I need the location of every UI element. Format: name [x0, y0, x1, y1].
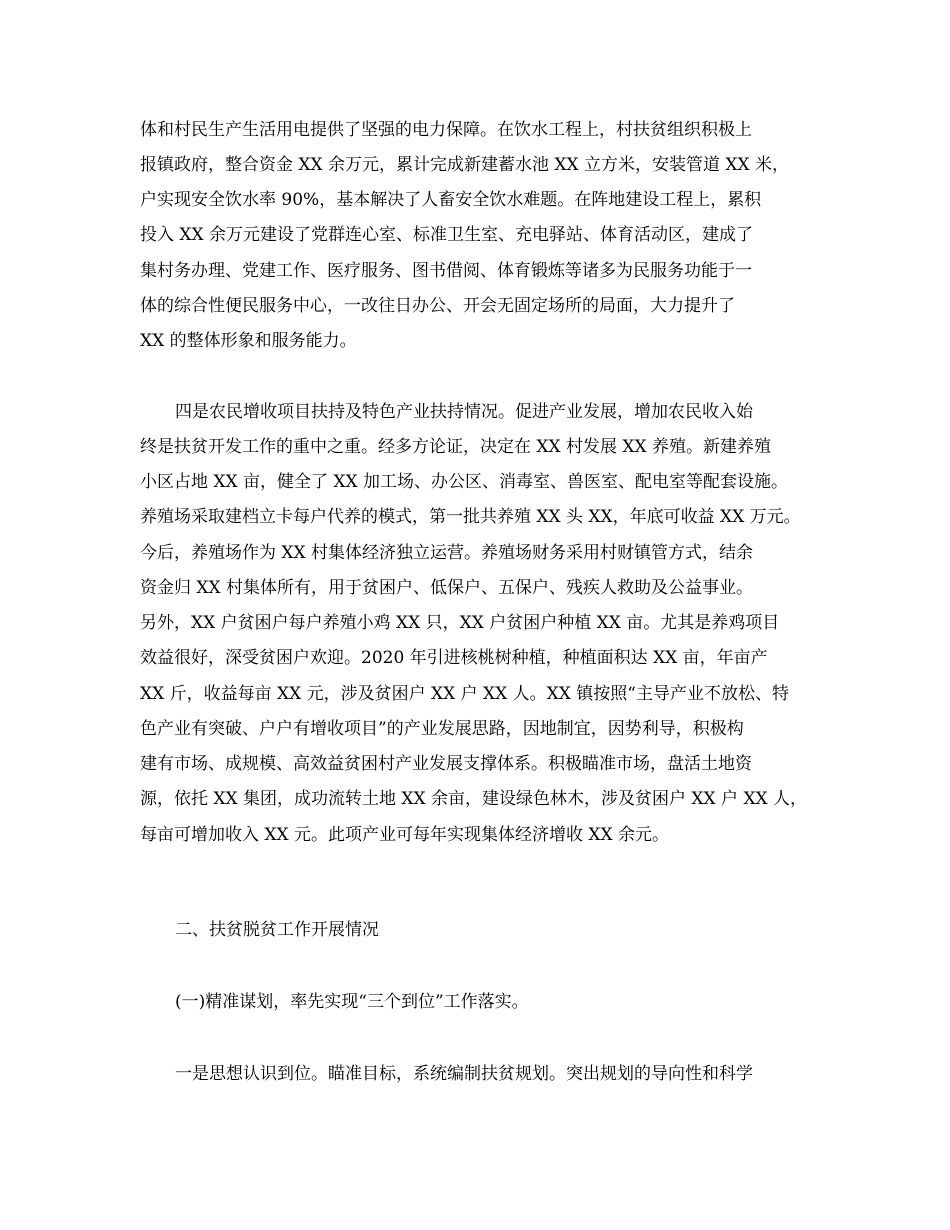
text-line: 报镇政府，整合资金 XX 余万元，累计完成新建蓄水池 XX 立方米，安装管道 XX 米， [140, 155, 790, 175]
text-line: 养殖场采取建档立卡每户代养的模式，第一批共养殖 XX 头 XX，年底可收益 XX 万元。 [140, 507, 801, 527]
section-heading: 二、扶贫脱贫工作开展情况 [175, 920, 379, 940]
text-line: 终是扶贫开发工作的重中之重。经多方论证，决定在 XX 村发展 XX 养殖。新建养殖 [140, 437, 772, 457]
text-line: 另外，XX 户贫困户每户养殖小鸡 XX 只，XX 户贫困户种植 XX 亩。尤其是养鸡项目 [140, 613, 780, 633]
subsection-heading: (一)精准谋划，率先实现“三个到位”工作落实。 [175, 992, 529, 1012]
text-line: 色产业有突破、户户有增收项目”的产业发展思路，因地制宜，因势利导，积极构 [140, 719, 744, 739]
text-line: XX 斤，收益每亩 XX 元，涉及贫困户 XX 户 XX 人。XX 镇按照“主导产业不放松、特 [140, 684, 789, 704]
text-line: 投入 XX 余万元建设了党群连心室、标准卫生室、充电驿站、体育活动区，建成了 [140, 225, 754, 245]
text-line: 集村务办理、党建工作、医疗服务、图书借阅、体育锻炼等诸多为民服务功能于一 [140, 261, 752, 281]
text-line: 资金归 XX 村集体所有，用于贫困户、低保户、五保户、残疾人救助及公益事业。 [140, 578, 754, 598]
text-line: XX 的整体形象和服务能力。 [140, 331, 357, 351]
text-line: 建有市场、成规模、高效益贫困村产业发展支撑体系。积极瞄准市场，盘活土地资 [140, 754, 752, 774]
text-line: 一是思想认识到位。瞄准目标，系统编制扶贫规划。突出规划的导向性和科学 [175, 1064, 753, 1084]
text-line: 今后，养殖场作为 XX 村集体经济独立运营。养殖场财务采用村财镇管方式，结余 [140, 543, 754, 563]
text-line: 每亩可增加收入 XX 元。此项产业可每年实现集体经济增收 XX 余元。 [140, 825, 670, 845]
text-line: 四是农民增收项目扶持及特色产业扶持情况。促进产业发展，增加农民收入始 [175, 402, 753, 422]
text-line: 体的综合性便民服务中心，一改往日办公、开会无固定场所的局面，大力提升了 [140, 296, 735, 316]
text-line: 体和村民生产生活用电提供了坚强的电力保障。在饮水工程上，村扶贫组织积极上 [140, 120, 752, 140]
text-line: 小区占地 XX 亩，健全了 XX 加工场、办公区、消毒室、兽医室、配电室等配套设施。 [140, 472, 789, 492]
text-line: 源，依托 XX 集团，成功流转土地 XX 余亩，建设绿色林木，涉及贫困户 XX 户 XX 人， [140, 789, 808, 809]
text-line: 户实现安全饮水率 90%，基本解决了人畜安全饮水难题。在阵地建设工程上，累积 [140, 190, 762, 210]
text-line: 效益很好，深受贫困户欢迎。2020 年引进核桃树种植，种植面积达 XX 亩，年亩产 [140, 648, 768, 668]
